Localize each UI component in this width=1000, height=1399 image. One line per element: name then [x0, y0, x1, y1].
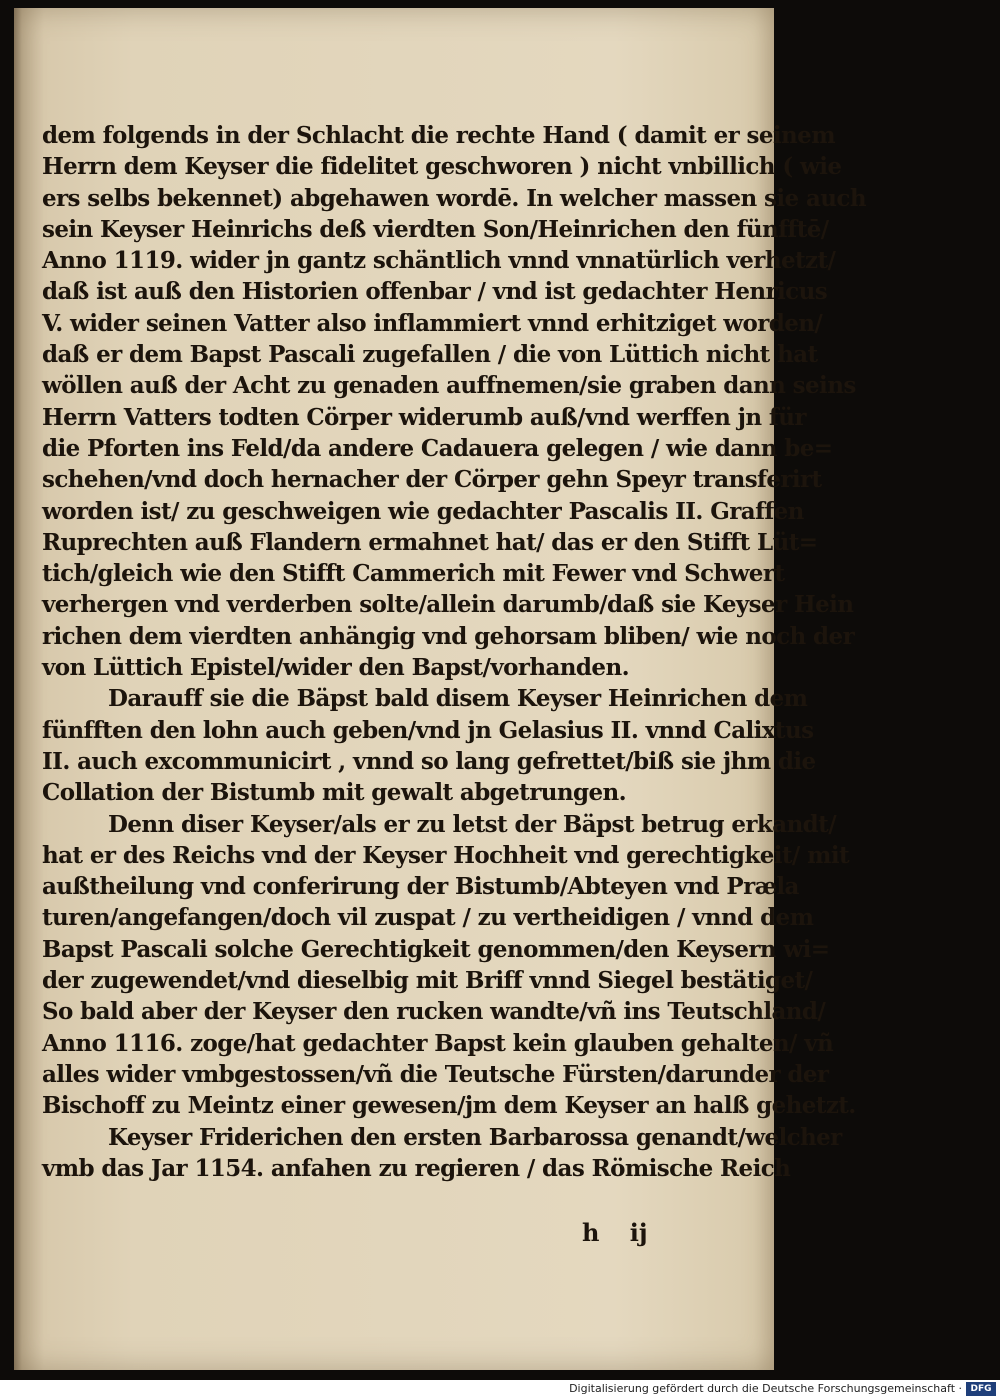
text-line: verhergen vnd verderben solte/allein darumb/daß sie Keyser Hein [42, 591, 854, 619]
text-line: vmb das Jar 1154. anfahen zu regieren / das Römische Reich [42, 1154, 791, 1182]
text-line: der zugewendet/vnd dieselbig mit Briff vnnd Siegel bestätiget/ [42, 967, 813, 995]
text-line: daß ist auß den Historien offenbar / vnd ist gedachter Henricus [42, 278, 828, 306]
text-line: außtheilung vnd conferirung der Bistumb/Abteyen vnd Præla [42, 873, 799, 901]
text-line: von Lüttich Epistel/wider den Bapst/vorhanden. [42, 654, 629, 682]
text-line: schehen/vnd doch hernacher der Cörper gehn Speyr transferirt [42, 466, 822, 494]
text-line: V. wider seinen Vatter also inflammiert vnnd erhitziget worden/ [42, 309, 823, 337]
text-line: Collation der Bistumb mit gewalt abgetrungen. [42, 779, 627, 807]
text-line: Bischoff zu Meintz einer gewesen/jm dem Keyser an halß gehetzt. [42, 1092, 856, 1120]
text-line: dem folgends in der Schlacht die rechte Hand ( damit er seinem [42, 122, 835, 149]
text-line: Denn diser Keyser/als er zu letst der Bäpst betrug erkandt/ [108, 810, 836, 838]
text-line: Anno 1119. wider jn gantz schäntlich vnnd vnnatürlich verhetzt/ [42, 247, 836, 275]
page-body-text [42, 120, 866, 1184]
text-line: Herrn dem Keyser die fidelitet geschworen ) nicht vnbillich ( wie [42, 153, 842, 181]
text-line: Bapst Pascali solche Gerechtigkeit genommen/den Keysern wi= [42, 935, 830, 963]
text-line: die Pforten ins Feld/da andere Cadauera gelegen / wie dann be= [42, 434, 833, 462]
text-line: Darauff sie die Bäpst bald disem Keyser Heinrichen dem [108, 685, 808, 713]
footer-bar [0, 1380, 1000, 1399]
text-line: So bald aber der Keyser den rucken wandte/vñ ins Teutschland/ [42, 998, 826, 1026]
text-line: turen/angefangen/doch vil zuspat / zu vertheidigen / vnnd dem [42, 904, 814, 932]
text-line: hat er des Reichs vnd der Keyser Hochheit vnd gerechtigkeit/ mit [42, 841, 850, 869]
dfg-logo-icon: DFG [966, 1382, 996, 1396]
text-line: daß er dem Bapst Pascali zugefallen / die von Lüttich nicht hat [42, 341, 818, 369]
funding-credit: Digitalisierung gefördert durch die Deutsche Forschungsgemeinschaft · [569, 1382, 962, 1395]
text-line: wöllen auß der Acht zu genaden auffnemen/sie graben dann seins [42, 372, 856, 400]
text-line: worden ist/ zu geschweigen wie gedachter Pascalis II. Graffen [42, 497, 804, 525]
text-line: II. auch excommunicirt , vnnd so lang gefrettet/biß sie jhm die [42, 747, 816, 775]
text-line: tich/gleich wie den Stifft Cammerich mit Fewer vnd Schwert [42, 560, 785, 588]
text-line: Keyser Friderichen den ersten Barbarossa genandt/welcher [108, 1123, 842, 1151]
book-page [14, 8, 866, 1370]
text-line: ers selbs bekennet) abgehawen wordē. In welcher massen sie auch [42, 184, 866, 212]
text-line: Herrn Vatters todten Cörper widerumb auß/vnd werffen jn für [42, 403, 806, 431]
text-line: richen dem vierdten anhängig vnd gehorsam bliben/ wie noch der [42, 622, 855, 650]
text-line: alles wider vmbgestossen/vñ die Teutsche Fürsten/darunder der [42, 1060, 829, 1088]
text-line: Anno 1116. zoge/hat gedachter Bapst kein glauben gehalten/ vñ [42, 1029, 834, 1057]
text-line: Ruprechten auß Flandern ermahnet hat/ das er den Stifft Lüt= [42, 528, 818, 556]
text-line: sein Keyser Heinrichs deß vierdten Son/Heinrichen den fünfftē/ [42, 215, 829, 243]
signature-mark: h ij [582, 1218, 648, 1247]
text-line: fünfften den lohn auch geben/vnd jn Gelasius II. vnnd Calixtus [42, 716, 814, 744]
